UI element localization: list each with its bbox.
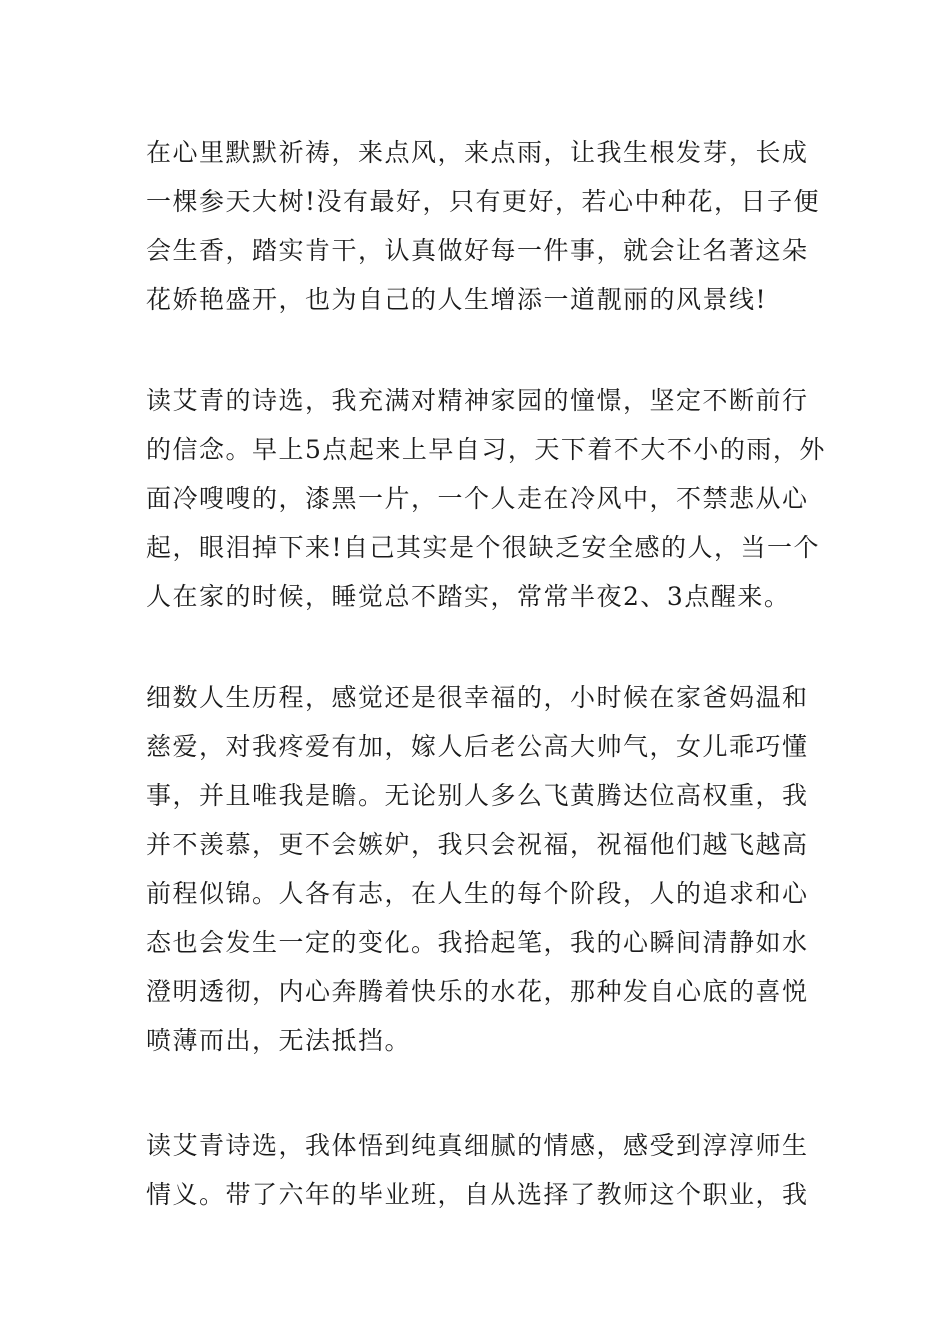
text-line: 澄明透彻，内心奔腾着快乐的水花，那种发自心底的喜悦: [146, 977, 809, 1006]
text-line: 读艾青诗选，我体悟到纯真细腻的情感，感受到淳淳师生: [146, 1131, 809, 1160]
text-line: 花娇艳盛开，也为自己的人生增添一道靓丽的风景线!: [146, 285, 768, 314]
text-line: 读艾青的诗选，我充满对精神家园的憧憬，坚定不断前行: [146, 386, 809, 415]
text-line: 起，眼泪掉下来!自己其实是个很缺乏安全感的人，当一个: [146, 533, 821, 562]
paragraph-4: [146, 1121, 816, 1219]
paragraph-1: [146, 128, 821, 324]
text-line: 喷薄而出，无法抵挡。: [146, 1026, 412, 1055]
text-line: 并不羡慕，更不会嫉妒，我只会祝福，祝福他们越飞越高: [146, 830, 809, 859]
text-line: 细数人生历程，感觉还是很幸福的，小时候在家爸妈温和: [146, 683, 809, 712]
paragraph-3: [146, 673, 816, 1065]
text-line: 在心里默默祈祷，来点风，来点雨，让我生根发芽，长成: [146, 138, 809, 167]
text-line: 态也会发生一定的变化。我拾起笔，我的心瞬间清静如水: [146, 928, 809, 957]
text-line: 一棵参天大树!没有最好，只有更好，若心中种花，日子便: [146, 187, 821, 216]
text-line: 人在家的时候，睡觉总不踏实，常常半夜2、3点醒来。: [146, 582, 791, 611]
text-line: 会生香，踏实肯干，认真做好每一件事，就会让名著这朵: [146, 236, 809, 265]
text-line: 面冷嗖嗖的，漆黑一片，一个人走在冷风中，不禁悲从心: [146, 484, 809, 513]
text-line: 慈爱，对我疼爱有加，嫁人后老公高大帅气，女儿乖巧懂: [146, 732, 809, 761]
paragraph-2: [146, 376, 826, 621]
text-line: 情义。带了六年的毕业班，自从选择了教师这个职业，我: [146, 1180, 809, 1209]
text-line: 的信念。早上5点起来上早自习，天下着不大不小的雨，外: [146, 435, 826, 464]
text-line: 事，并且唯我是瞻。无论别人多么飞黄腾达位高权重，我: [146, 781, 809, 810]
text-line: 前程似锦。人各有志，在人生的每个阶段，人的追求和心: [146, 879, 809, 908]
